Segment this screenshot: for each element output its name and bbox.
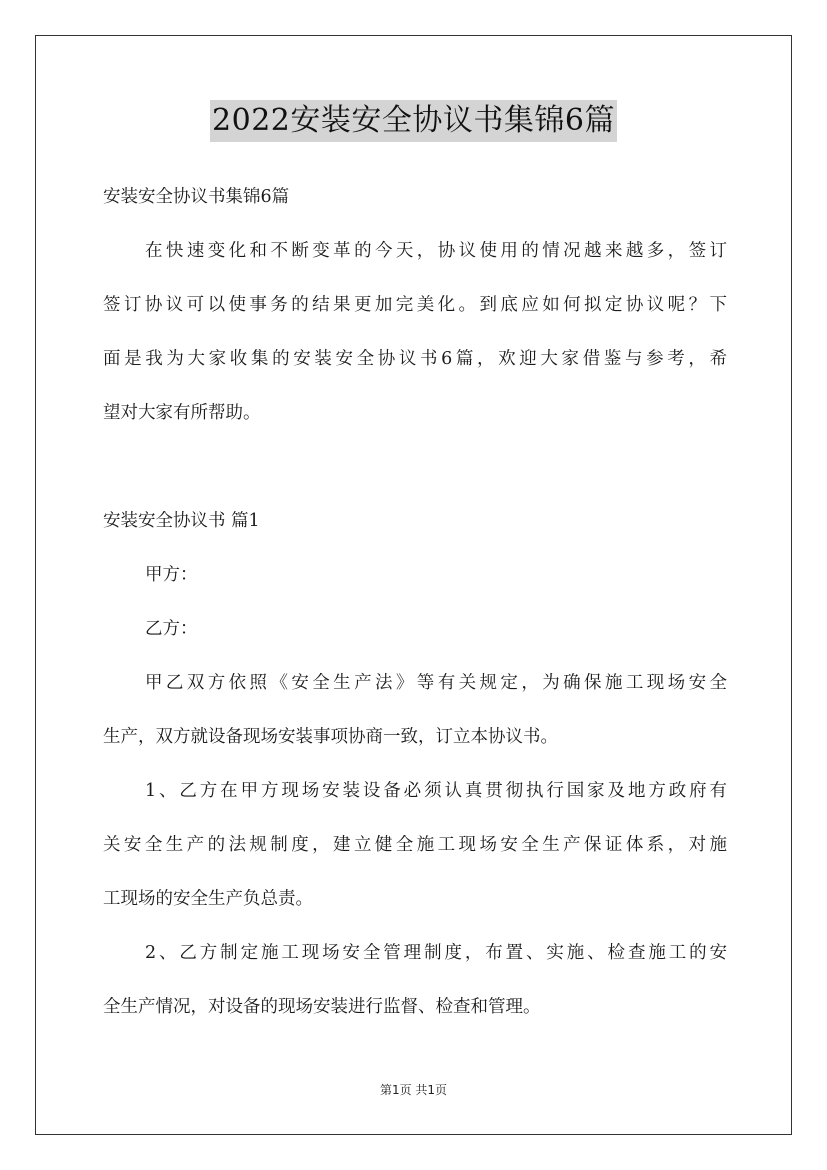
document-subtitle: 安装安全协议书集锦6篇 — [103, 187, 290, 207]
document-body — [103, 170, 727, 1034]
spacer — [103, 440, 727, 494]
clause-1-line-1: 1、乙方在甲方现场安装设备必须认真贯彻执行国家及地方政府有 — [145, 781, 727, 801]
clause-2-line-1: 2、乙方制定施工现场安全管理制度，布置、实施、检查施工的安 — [145, 943, 727, 963]
party-a-label: 甲方： — [145, 565, 198, 585]
title-area — [0, 100, 827, 142]
agreement-intro-line-2: 生产，双方就设备现场安装事项协商一致，订立本协议书。 — [103, 727, 558, 747]
clause-1-line-2: 关安全生产的法规制度，建立健全施工现场安全生产保证体系，对施 — [103, 835, 727, 855]
page-number: 第1页 共1页 — [379, 1083, 448, 1097]
clause-2-line-2: 全生产情况，对设备的现场安装进行监督、检查和管理。 — [103, 997, 541, 1017]
intro-line-4: 望对大家有所帮助。 — [103, 403, 261, 423]
section-heading: 安装安全协议书 篇1 — [103, 511, 260, 531]
document-title: 2022安装安全协议书集锦6篇 — [210, 100, 617, 142]
intro-line-3: 面是我为大家收集的安装安全协议书6篇，欢迎大家借鉴与参考，希 — [103, 349, 727, 369]
agreement-intro-line-1: 甲乙双方依照《安全生产法》等有关规定，为确保施工现场安全 — [145, 673, 727, 693]
clause-1-line-3: 工现场的安全生产负总责。 — [103, 889, 313, 909]
intro-line-1: 在快速变化和不断变革的今天，协议使用的情况越来越多，签订 — [145, 241, 727, 261]
party-b-label: 乙方： — [145, 619, 198, 639]
intro-line-2: 签订协议可以使事务的结果更加完美化。到底应如何拟定协议呢？下 — [103, 295, 727, 315]
